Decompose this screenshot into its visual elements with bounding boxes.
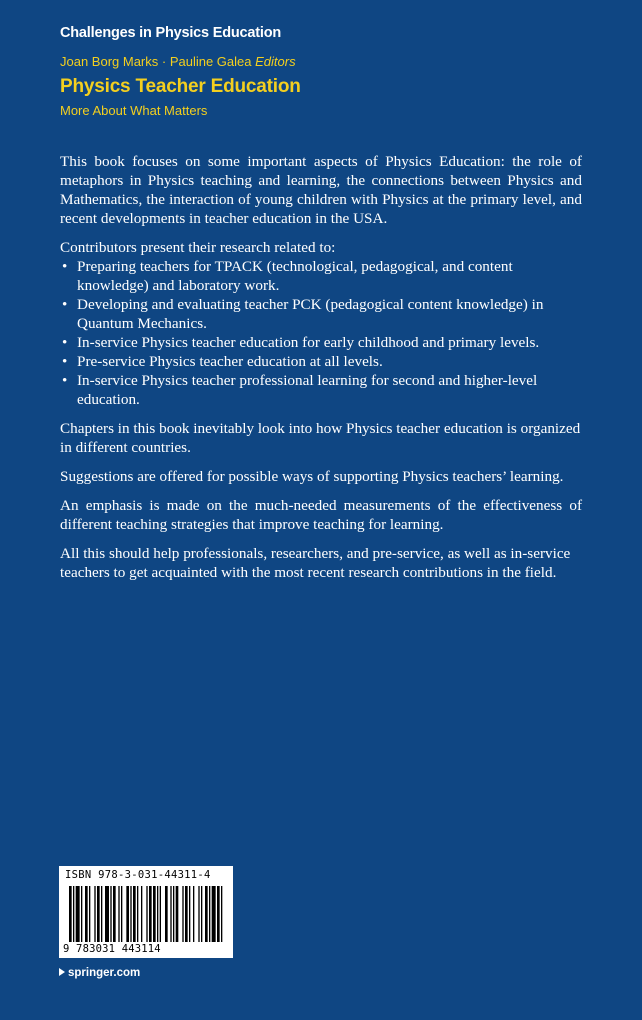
- barcode-bar: [205, 886, 208, 942]
- editor-names: Joan Borg Marks · Pauline Galea: [60, 54, 252, 69]
- barcode-bar: [94, 886, 95, 942]
- editors-role: Editors: [255, 54, 296, 69]
- blurb: [60, 152, 582, 592]
- barcode-bar: [193, 886, 194, 942]
- blurb-paragraph-4: An emphasis is made on the much-needed measurements of the effectiveness of different teaching strategies that improve teaching for learning.: [60, 497, 582, 533]
- book-title: Physics Teacher Education: [60, 76, 301, 97]
- barcode-bar: [185, 886, 188, 942]
- barcode-bar: [146, 886, 147, 942]
- isbn-barcode-box: [59, 866, 233, 958]
- book-subtitle: More About What Matters: [60, 103, 208, 118]
- barcode-bar: [170, 886, 171, 942]
- barcode-bar: [157, 886, 158, 942]
- barcode-digits: 9 783031 443114: [63, 943, 161, 955]
- list-item: • Preparing teachers for TPACK (technological, pedagogical, and content knowledge) and laboratory work.: [60, 257, 582, 295]
- blurb-paragraph-5: All this should help professionals, researchers, and pre-service, as well as in-service teachers to get acquainted with the most recent research contributions in the field.: [60, 545, 571, 581]
- barcode-bar: [149, 886, 152, 942]
- barcode-bar: [189, 886, 190, 942]
- barcode-bar: [105, 886, 109, 942]
- barcode-bar: [69, 886, 72, 942]
- barcode-bar: [212, 886, 216, 942]
- barcode-bar: [182, 886, 183, 942]
- barcode-bar: [110, 886, 111, 942]
- barcode-bar: [97, 886, 100, 942]
- barcode-bar: [198, 886, 199, 942]
- blurb-paragraph-1: This book focuses on some important aspects of Physics Education: the role of metaphors in Physics teaching and learning, the connections between Physics and Mathematics, the interaction of young children with Physics at the primary level, and recent developments in teacher education in the USA.: [60, 153, 582, 227]
- series-name: Challenges in Physics Education: [60, 25, 282, 41]
- contributions-list: [60, 257, 582, 409]
- barcode-bar: [126, 886, 129, 942]
- list-item: • In-service Physics teacher education for early childhood and primary levels.: [60, 333, 582, 352]
- arrow-right-icon: [59, 968, 65, 976]
- editors-line: [60, 54, 296, 69]
- barcode-bar: [153, 886, 156, 942]
- barcode-bar: [118, 886, 119, 942]
- publisher-link[interactable]: [59, 967, 140, 979]
- barcode-bar: [76, 886, 80, 942]
- barcode-bar: [221, 886, 222, 942]
- barcode-bar: [165, 886, 168, 942]
- barcode-bar: [173, 886, 174, 942]
- isbn-label: ISBN 978-3-031-44311-4: [65, 869, 211, 881]
- barcode-bar: [113, 886, 116, 942]
- barcode-bar: [141, 886, 142, 942]
- barcode-bar: [85, 886, 88, 942]
- list-item: • In-service Physics teacher professional learning for second and higher-level education.: [60, 371, 582, 409]
- list-item: • Pre-service Physics teacher education at all levels.: [60, 352, 582, 371]
- barcode-bar: [73, 886, 74, 942]
- barcode-bar: [137, 886, 138, 942]
- publisher-text: springer.com: [68, 967, 141, 979]
- barcode-bar: [133, 886, 136, 942]
- barcode-bar: [89, 886, 90, 942]
- blurb-intro: Contributors present their research related to:: [60, 239, 336, 256]
- barcode-bar: [130, 886, 131, 942]
- barcode-bar: [160, 886, 161, 942]
- barcode-bar: [217, 886, 220, 942]
- barcode-bar: [121, 886, 122, 942]
- barcode-bar: [81, 886, 82, 942]
- barcode-bar: [101, 886, 102, 942]
- list-item: • Developing and evaluating teacher PCK (pedagogical content knowledge) in Quantum Mechanics.: [60, 295, 582, 333]
- barcode-bar: [201, 886, 202, 942]
- barcode: [69, 886, 225, 942]
- blurb-paragraph-2: Chapters in this book inevitably look into how Physics teacher education is organized in different countries.: [60, 420, 581, 456]
- barcode-bar: [176, 886, 179, 942]
- barcode-bar: [209, 886, 210, 942]
- blurb-paragraph-3: Suggestions are offered for possible ways of supporting Physics teachers’ learning.: [60, 468, 564, 485]
